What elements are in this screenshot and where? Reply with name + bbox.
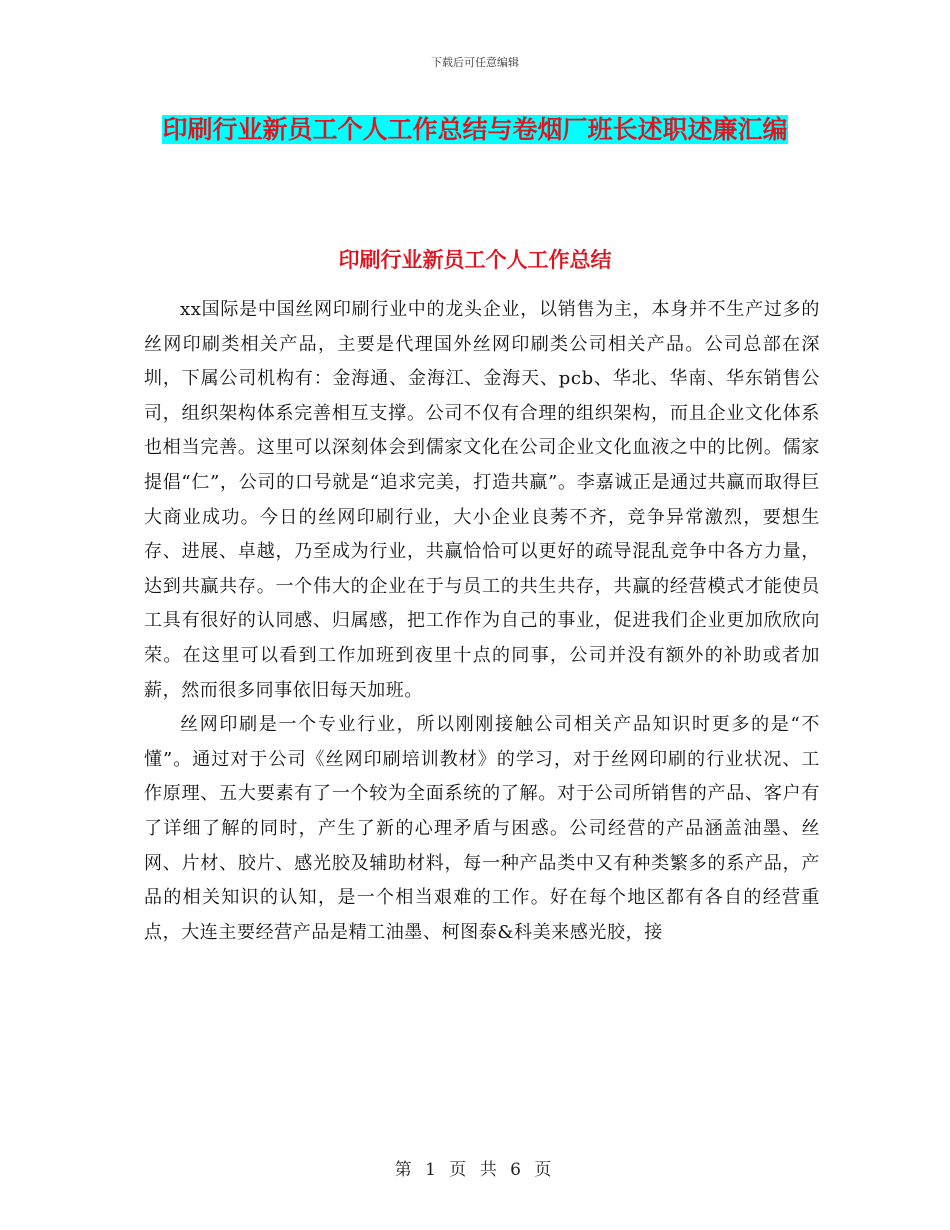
document-body bbox=[144, 293, 820, 950]
page-footer: 第 1 页 共 6 页 bbox=[394, 1160, 556, 1180]
document-title bbox=[150, 106, 800, 154]
header-note: 下载后可任意编辑 bbox=[431, 56, 519, 69]
section-title: 印刷行业新员工个人工作总结 bbox=[338, 248, 612, 272]
paragraph-1: xx国际是中国丝网印刷行业中的龙头企业，以销售为主，本身并不生产过多的丝网印刷类相关产品，主要是代理国外丝网印刷类公司相关产品。公司总部在深圳，下属公司机构有：金海通、金海江、金海天、pcb、华北、华南、华东销售公司，组织架构体系完善相互支撑。公司不仅有合理的组织架构，而且企业文化体系也相当完善。这里可以深刻体会到儒家文化在公司企业文化血液之中的比例。儒家提倡“仁”，公司的口号就是“追求完美，打造共赢”。李嘉诚正是通过共赢而取得巨大商业成功。今日的丝网印刷行业，大小企业良莠不齐，竞争异常激烈，要想生存、进展、卓越，乃至成为行业，共赢恰恰可以更好的疏导混乱竞争中各方力量，达到共赢共存。一个伟大的企业在于与员工的共生共存，共赢的经营模式才能使员工具有很好的认同感、归属感，把工作作为自己的事业，促进我们企业更加欣欣向荣。在这里可以看到工作加班到夜里十点的同事，公司并没有额外的补助或者加薪，然而很多同事依旧每天加班。 bbox=[144, 299, 820, 701]
paragraph-2: 丝网印刷是一个专业行业，所以刚刚接触公司相关产品知识时更多的是“不懂”。通过对于公司《丝网印刷培训教材》的学习，对于丝网印刷的行业状况、工作原理、五大要素有了一个较为全面系统的了解。对于公司所销售的产品、客户有了详细了解的同时，产生了新的心理矛盾与困惑。公司经营的产品涵盖油墨、丝网、片材、胶片、感光胶及辅助材料，每一种产品类中又有种类繁多的系产品，产品的相关知识的认知，是一个相当艰难的工作。好在每个地区都有各自的经营重点，大连主要经营产品是精工油墨、柯图泰&科美来感光胶，接 bbox=[144, 714, 820, 943]
document-title-text: 印刷行业新员工个人工作总结与卷烟厂班长述职述廉汇编 bbox=[162, 115, 788, 144]
